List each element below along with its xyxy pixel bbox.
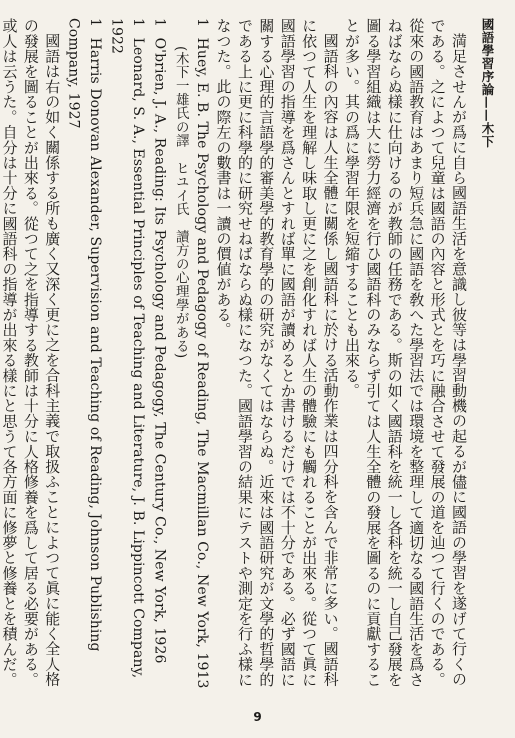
- bibliography-entry-text: Leonard, S. A., Essential Principles of Teaching and Literature, J. B. Lippincott Company, 1922: [108, 18, 146, 679]
- bibliography-entry-number: 1: [87, 18, 104, 28]
- bibliography-entry-huey: [191, 18, 212, 694]
- closing-paragraph: [0, 18, 62, 694]
- bibliography-entry-number: 1: [151, 18, 168, 28]
- bibliography-entry-number: 1: [194, 18, 211, 28]
- closing-paragraph-text: 國語は右の如く關係する所も廣く又深く更に之を合科主義で取扱ふことによつて眞に能く全人格の發展を圖ることが出來る。從つて之を指導する教師は十分に人格修養を爲して居る必要がある。或人は云うた。自分は十分に國語科の指導が出來る樣にと思うて各方面に修夢と修養とを積んだ。: [0, 18, 62, 687]
- bibliography-list: [62, 18, 212, 694]
- bibliography-entry-obrien: [148, 18, 169, 694]
- paragraph-2: 國語科の內容は人生全體に關係し國語科に於ける活動作業は四分科を含んで非常に多い。國語科に依つて人生を理解し味取し更に之を創化すれば人生の體驗にも觸れることが出來る。從つて眞に國語學習の指導を爲さんとすれば單に國語が讀めるとか書けるだけでは不十分である。必ず國語に關する心理的言語學的審美學的教育學的の研究がなくてはならぬ。近來は國語研究が文學的哲學的である上に更に科學的に研究せねばならぬ樣になつた。國語學習の結果にテストや測定を行ふ樣になつた。此の際左の數書は一讀の價値がある。: [214, 18, 340, 687]
- bibliography-subhead: (木下一雄氏の譯 ヒユイ氏 讀方の心理學がある): [172, 46, 189, 359]
- bibliography-entry-leonard: [105, 18, 148, 694]
- bibliography-entry-harris: [62, 18, 105, 694]
- page-number: 9: [253, 710, 262, 724]
- bibliography-entry-text: Harris Donovan Alexander, Supervision and Teaching of Reading, Johnson Publishing Company, 1927: [65, 18, 104, 652]
- bibliography-entry-text: Huey, E. B. The Psychology and Pedagogy of Reading, The Macmillan Co., New York, 1913: [194, 37, 211, 689]
- running-header: 國語學習序論——木下: [480, 18, 495, 148]
- bibliography-entry-number: 1: [129, 18, 146, 28]
- bibliography-entry-text: O'brien, J. A., Reading: Its Psychology and Pedagogy, The Century Co., New York, 1926: [151, 37, 168, 664]
- vertical-body-text: [0, 18, 469, 694]
- paragraph-1: 満足させんが爲に自ら國語生活を意識し彼等は學習動機の起るが儘に國語の學習を遂げて行くのである。之によつて兒童は國語の內容と形式とを巧に融合させて發展の道を辿つて行くのである。從來の國語教育はあまり短兵急に國語を敎へた學習法では環境を整理して適切なる國語生活を爲さねばならぬ樣に仕向けるのが教師の任務である。斯の如く國語科を統一し各科を統一し自己發展を圖る學習組織は大に勞力經濟を行ひ國語科のみならず引ては人生全體の發展を圖るのに貢獻することが多い。其の爲に學習年限を短縮することも出來る。: [342, 18, 468, 687]
